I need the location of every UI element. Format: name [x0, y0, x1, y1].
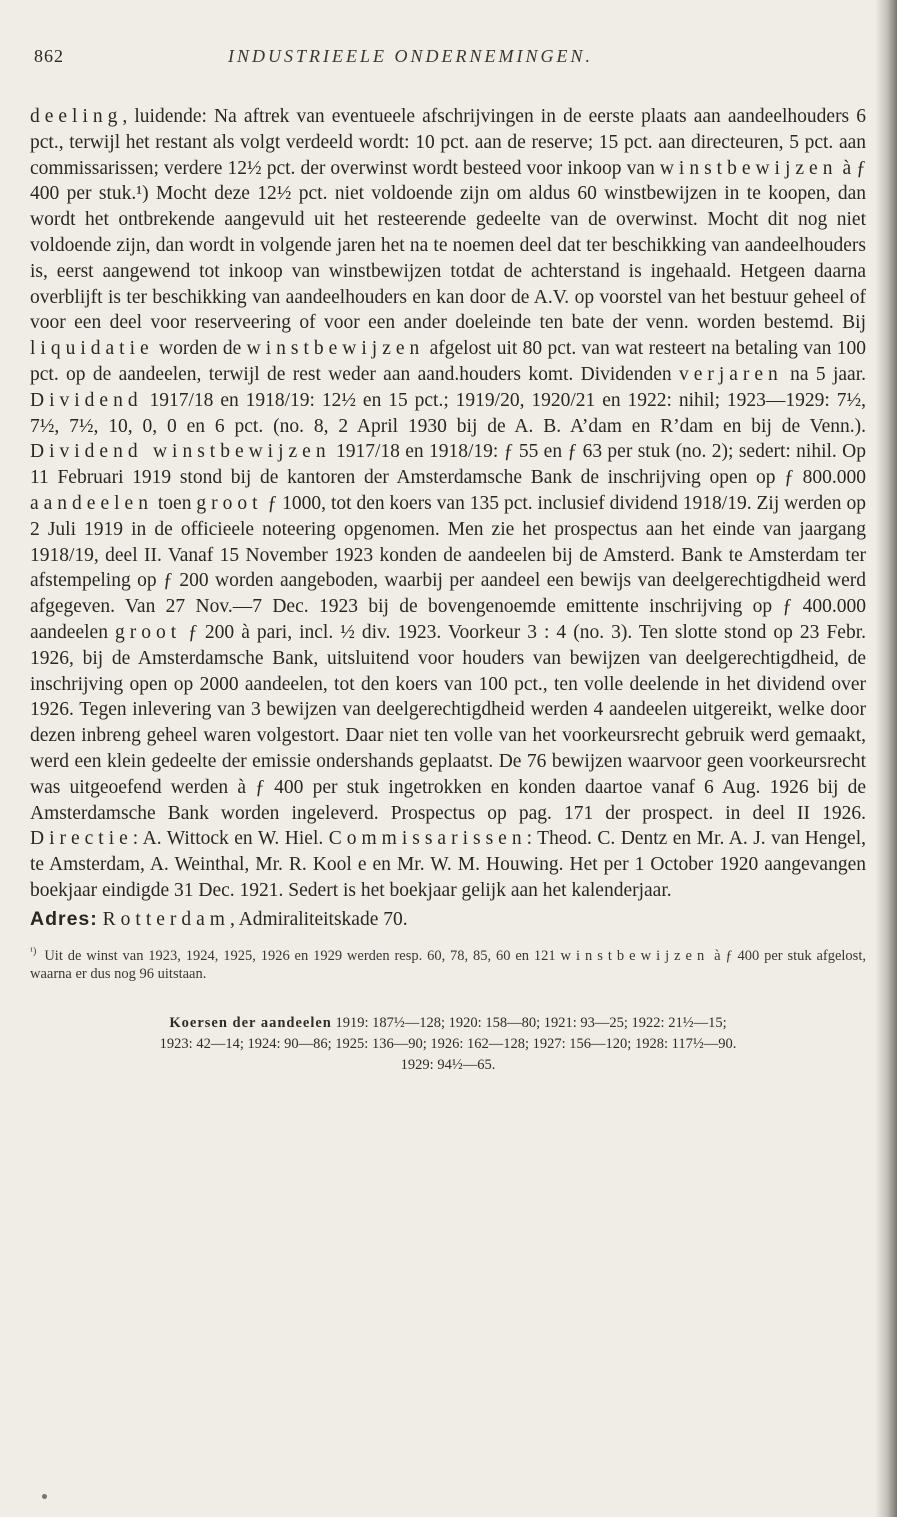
footnote-text: Uit de winst van 1923, 1924, 1925, 1926 en 1929 werden resp. 60, 78, 85, 60 en 121	[44, 947, 561, 964]
text-run: : Theod. C. Dentz en Mr. A. J. van Hengel, te Amsterdam, A. Weinthal, Mr. R. Kool e en Mr. W. M. Houwing. Het per 1 October 1920 aangevangen boekjaar eindigde 31 Dec. 1921. Sedert is het boekjaar gelijk aan het kalenderjaar.	[30, 828, 866, 901]
spaced-term: Dividend	[30, 389, 143, 411]
address-city: Rotterdam	[102, 908, 230, 930]
spaced-term: groot	[114, 621, 182, 643]
share-prices-line: 1929: 94½—65.	[400, 1056, 496, 1073]
footnote	[30, 943, 866, 983]
text-run: na 5 jaar.	[782, 363, 866, 385]
spaced-term: deeling	[30, 106, 123, 127]
spaced-term: Directie	[30, 828, 133, 850]
spaced-term: winstbewijzen	[246, 338, 425, 360]
spaced-term: Commissarissen	[328, 828, 527, 850]
share-prices-values: 1919: 187½—128; 1920: 158—80; 1921: 93—25; 1922: 21½—15;	[331, 1014, 727, 1031]
main-paragraph	[30, 104, 866, 904]
share-prices-line: 1923: 42—14; 1924: 90—86; 1925: 136—90; 1926: 162—128; 1927: 156—120; 1928: 117½—90.	[159, 1035, 737, 1052]
footnote-marker: ¹)	[30, 945, 37, 957]
spaced-term: aandeelen	[30, 492, 153, 514]
page-header	[30, 46, 866, 76]
spaced-term: winstbewijzen	[560, 947, 710, 964]
address-street: , Admiraliteitskade 70.	[229, 908, 408, 930]
text-run: afgelost uit 80 pct. van wat resteert na betaling van 100 pct. op de aandeelen, terwijl de rest weder aan aand.houders komt. Dividenden	[30, 338, 867, 385]
share-prices-label: Koersen der aandeelen	[169, 1014, 332, 1031]
share-prices-section	[30, 1013, 866, 1076]
spaced-term: winstbewijzen	[659, 157, 838, 179]
text-run: , luidende: Na aftrek van eventueele afschrijvingen in de eerste plaats aan aandeelhouders 6 pct., terwijl het restant als volgt verdeeld wordt: 10 pct. aan de reserve; 15 pct. aan directeuren, 5 pct. aan commissarissen; verdere 12½ pct. der overwinst wordt besteed voor inkoop van	[30, 106, 866, 179]
spaced-term: Dividend winstbewijzen	[30, 441, 331, 463]
text-run: 1917/18 en 1918/19: ƒ 55 en ƒ 63 per stuk (no. 2); sedert: nihil. Op 11 Februari 1919 stond bij de kantoren der Amsterdamsche Bank de inschrijving open op ƒ 800.000	[30, 441, 866, 489]
text-run: worden de	[153, 338, 247, 360]
text-run: à ƒ 400 per stuk.¹) Mocht deze 12½ pct. niet voldoende zijn om aldus 60 winstbewijzen in te koopen, dan wordt het ontbrekende aangevuld uit het resteerende gedeelte van de overwinst. Mocht dit nog niet voldoende zijn, dan wordt in volgende jaren het na te noemen deel dat ter beschikking van aandeelhouders is, eerst aangewend tot inkoop van winstbewijzen totdat de achterstand is ingehaald. Hetgeen daarna overblijft is ter beschikking van aandeelhouders en kan door de A.V. op voorstel van het bestuur geheel of voor een deel voor reserveering of voor een ander doeleinde ten bate der venn. worden bestemd. Bij	[30, 157, 867, 334]
spaced-term: verjaren	[678, 363, 783, 385]
ink-speck	[42, 1494, 47, 1499]
body-text	[30, 104, 866, 933]
footnote-text: à ƒ 400 per stuk afgelost, waarna er dus nog 96 uitstaan.	[30, 947, 866, 982]
text-run: 1917/18 en 1918/19: 12½ en 15 pct.; 1919/20, 1920/21 en 1922: nihil; 1923—1929: 7½, 7½, 7½, 10, 0, 0 en 6 pct. (no. 8, 2 April 1930 bij de A. B. A’dam en R’dam en bij de Venn.).	[30, 389, 866, 437]
text-run: : A. Wittock en W. Hiel.	[132, 828, 329, 850]
address-label: Adres:	[30, 907, 98, 930]
spaced-term: groot	[196, 492, 263, 514]
text-run: ƒ 200 à pari, incl. ½ div. 1923. Voorkeur 3 : 4 (no. 3). Ten slotte stond op 23 Febr. 1926, bij de Amsterdamsche Bank, uitsluitend voor houders van bewijzen van deelgerechtigdheid, de inschrijving open op 2000 aandeelen, tot den koers van 100 pct., ten volle deelende in het dividend over 1926. Tegen inlevering van 3 bewijzen van deelgerechtigdheid werden 4 aandeelen uitgereikt, welke door dezen inbreng geheel waren volgestort. Daar niet ten volle van het voorkeursrecht gebruik werd gemaakt, werd een klein gedeelte der emissie ondershands geplaatst. De 76 bewijzen waarvoor geen voorkeursrecht was uitgeoefend werden à ƒ 400 per stuk ingetrokken en konden daartoe vanaf 6 Aug. 1926 bij de Amsterdamsche Bank worden ingeleverd. Prospectus op pag. 171 der prospect. in deel II 1926.	[30, 621, 866, 824]
scan-shadow-edge	[875, 0, 897, 1517]
address-line	[30, 906, 866, 933]
document-page	[30, 46, 866, 1076]
text-run: toen	[152, 492, 197, 514]
text-run: ƒ 1000, tot den koers van 135 pct. inclusief dividend 1918/19. Zij werden op 2 Juli 1919 in de officieele noteering opgenomen. Men zie het prospectus aan het einde van jaargang 1918/19, deel II. Vanaf 15 November 1923 konden de aandeelen bij de Amsterd. Bank te Amsterdam ter afstempeling op ƒ 200 worden aangeboden, waarbij per aandeel een bewijs van deelgerechtigdheid werd afgegeven. Van 27 Nov.—7 Dec. 1923 bij de bovengenoemde emittente inschrijving op ƒ 400.000 aandeelen	[30, 492, 866, 643]
share-prices-line	[30, 1013, 866, 1034]
spaced-term: liquidatie	[30, 338, 154, 360]
running-head: INDUSTRIEELE ONDERNEMINGEN.	[228, 46, 593, 66]
page-number: 862	[34, 46, 64, 66]
